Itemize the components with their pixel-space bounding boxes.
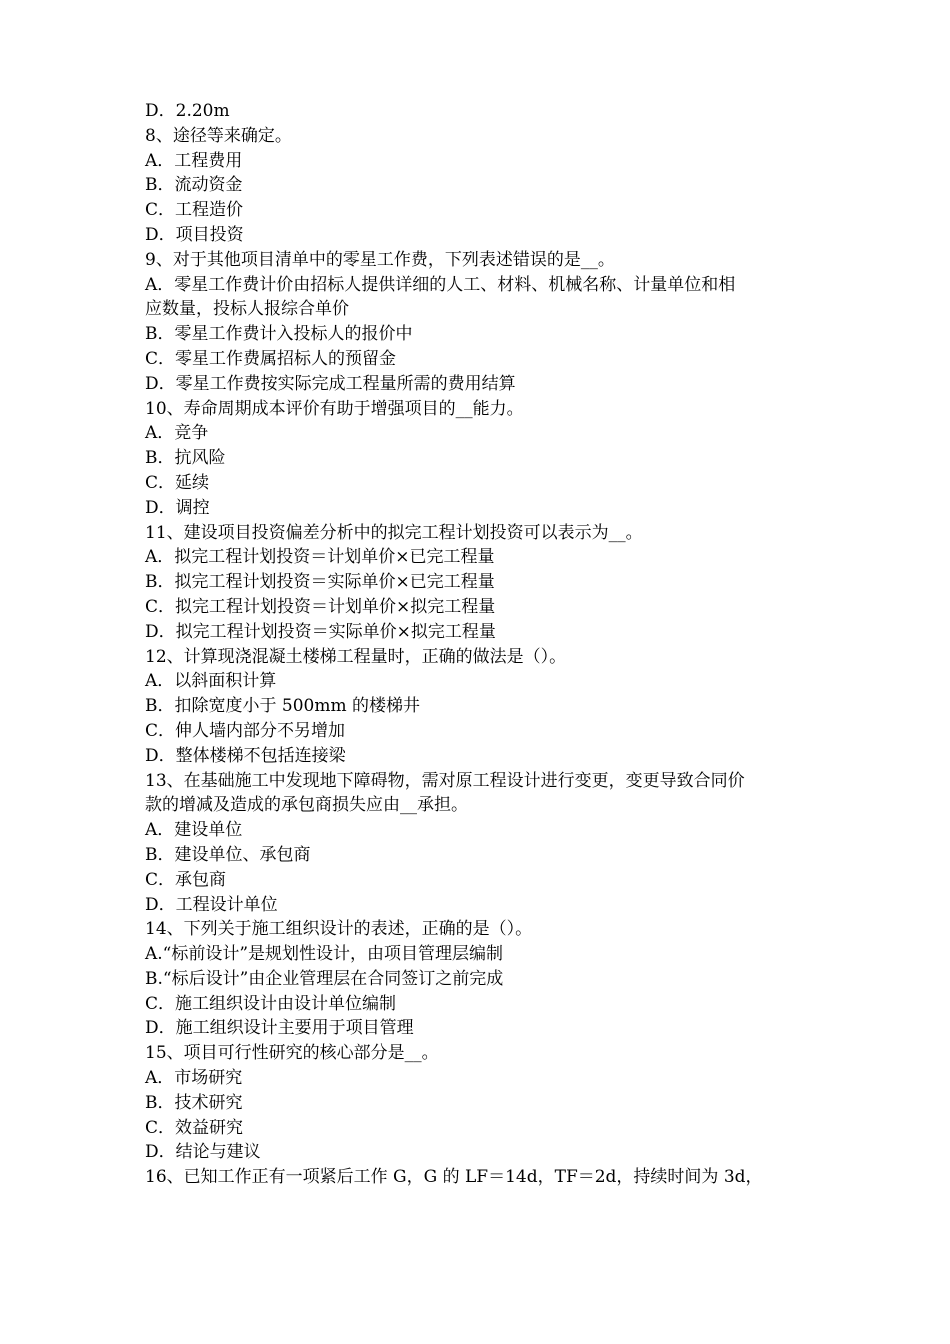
option-d: D．拟完工程计划投资＝实际单价×拟完工程量 <box>145 621 496 642</box>
option-b: B．拟完工程计划投资＝实际单价×已完工程量 <box>145 572 495 593</box>
option-a: A．竞争 <box>145 423 209 444</box>
option-a: A．市场研究 <box>145 1068 243 1089</box>
option-d: D．工程设计单位 <box>145 894 278 915</box>
document-page <box>145 99 815 1190</box>
option-c: C．延续 <box>145 472 210 493</box>
option-a: A.“标前设计”是规划性设计，由项目管理层编制 <box>145 944 504 965</box>
option-b: B．建设单位、承包商 <box>145 844 311 865</box>
option-c: C．零星工作费属招标人的预留金 <box>145 348 397 369</box>
question-10: 10、寿命周期成本评价有助于增强项目的__能力。 <box>145 398 524 419</box>
question-14: 14、下列关于施工组织设计的表述，正确的是（）。 <box>145 919 533 940</box>
option-d: D．施工组织设计主要用于项目管理 <box>145 1018 414 1039</box>
question-13-continued: 款的增减及造成的承包商损失应由__承担。 <box>145 795 468 816</box>
option-b: B．技术研究 <box>145 1092 243 1113</box>
option-c: C．效益研究 <box>145 1117 244 1138</box>
question-12: 12、计算现浇混凝土楼梯工程量时，正确的做法是（）。 <box>145 646 567 667</box>
option-b: B．扣除宽度小于 500mm 的楼梯井 <box>145 696 420 717</box>
question-15: 15、项目可行性研究的核心部分是__。 <box>145 1043 439 1064</box>
option-d: D．零星工作费按实际完成工程量所需的费用结算 <box>145 373 516 394</box>
option-c: C．工程造价 <box>145 200 244 221</box>
option-b: B.“标后设计”由企业管理层在合同签订之前完成 <box>145 968 504 989</box>
option-b: B．抗风险 <box>145 448 226 469</box>
question-11: 11、建设项目投资偏差分析中的拟完工程计划投资可以表示为__。 <box>145 522 643 543</box>
text-line: D．2.20m <box>145 101 230 121</box>
question-13: 13、在基础施工中发现地下障碍物，需对原工程设计进行变更，变更导致合同价 <box>145 770 745 791</box>
option-b: B．流动资金 <box>145 175 243 196</box>
option-a: A．以斜面积计算 <box>145 671 277 692</box>
option-c: C．施工组织设计由设计单位编制 <box>145 993 397 1014</box>
option-c: C．承包商 <box>145 869 227 890</box>
question-9: 9、对于其他项目清单中的零星工作费，下列表述错误的是__。 <box>145 249 615 270</box>
option-c: C．伸人墙内部分不另增加 <box>145 720 346 741</box>
option-a: A．拟完工程计划投资＝计划单价×已完工程量 <box>145 547 495 568</box>
option-a: A．工程费用 <box>145 150 243 171</box>
option-d: D．结论与建议 <box>145 1142 261 1163</box>
option-d: D．调控 <box>145 497 210 518</box>
question-16: 16、已知工作正有一项紧后工作 G，G 的 LF＝14d，TF＝2d，持续时间为 3d， <box>145 1167 763 1188</box>
option-a-continued: 应数量，投标人报综合单价 <box>145 299 349 320</box>
option-a: A．零星工作费计价由招标人提供详细的人工、材料、机械名称、计量单位和相 <box>145 274 736 295</box>
option-c: C．拟完工程计划投资＝计划单价×拟完工程量 <box>145 596 496 617</box>
option-b: B．零星工作费计入投标人的报价中 <box>145 324 413 345</box>
question-8: 8、途径等来确定。 <box>145 125 292 146</box>
option-d: D．整体楼梯不包括连接梁 <box>145 745 346 766</box>
option-a: A．建设单位 <box>145 820 243 841</box>
option-d: D．项目投资 <box>145 224 244 245</box>
